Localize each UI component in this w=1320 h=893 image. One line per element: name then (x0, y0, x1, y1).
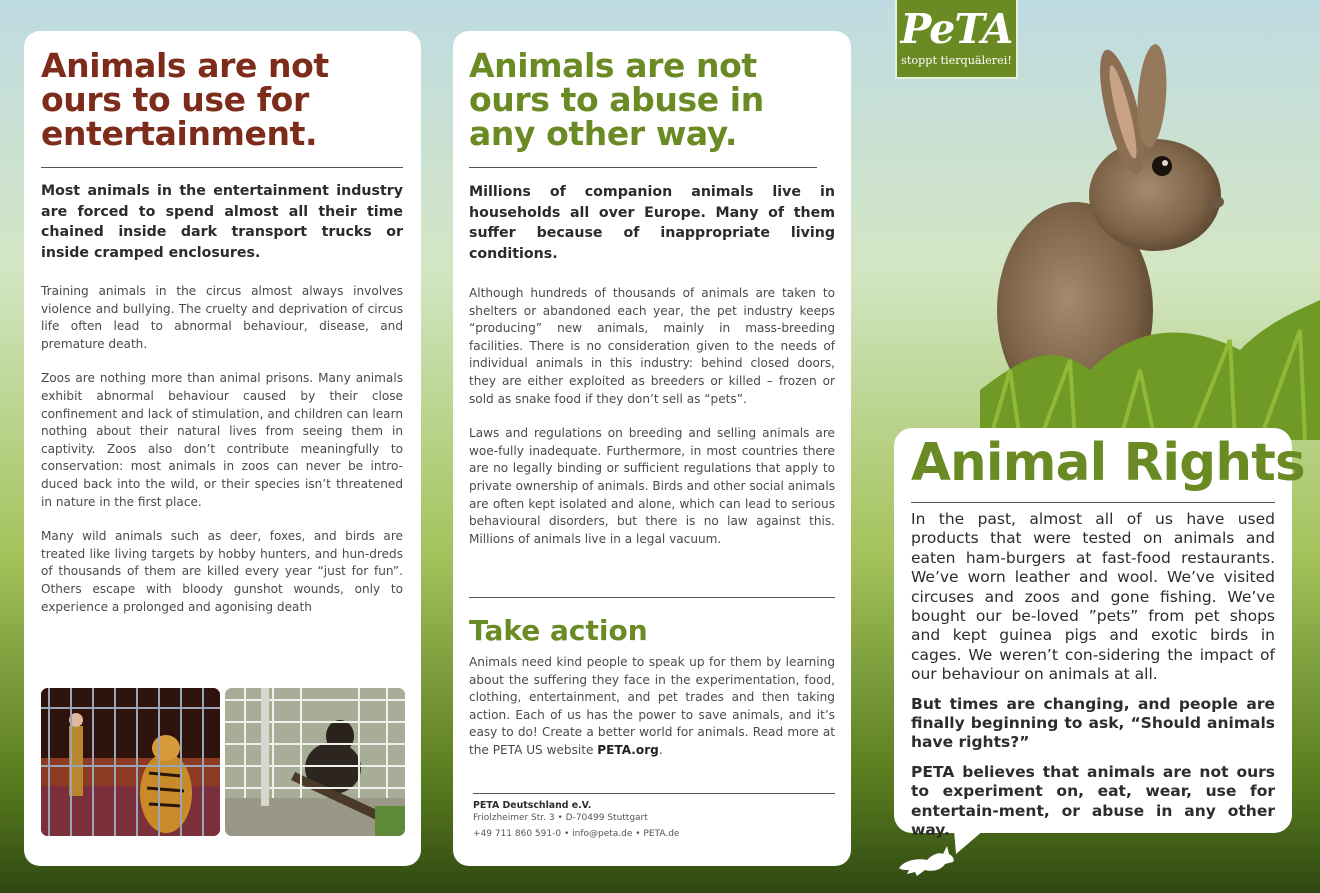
footer-address: Friolzheimer Str. 3 • D-70499 Stuttgart (473, 813, 648, 823)
animal-rights-box (894, 428, 1305, 840)
middle-panel (453, 31, 851, 866)
divider (469, 597, 835, 598)
logo-wordmark: PeTA (900, 5, 1013, 53)
take-action-section (469, 597, 835, 760)
circus-tiger-photo (41, 688, 220, 836)
middle-lede: Millions of companion animals live in households all over Europe. Many of them suffer because of inappropriate living conditions. (469, 184, 835, 262)
left-paragraph-zoos: Zoos are nothing more than animal prisons. Many animals exhibit abnormal behaviour caused by their close confinement and lack of stimulation, and children can learn nothing about their natural lives from seeing them in captivity. Zoos also don’t contribute meaningfully to conservation: most animals in zoos can never be intro-duced back into the wild, or their species isn’t threatened in nature in the first place. (41, 371, 403, 509)
rabbit-photo (980, 40, 1320, 440)
middle-paragraph-pets: Although hundreds of thousands of animals are taken to shelters or abandoned each year, the pet industry keeps “producing” new animals, mainly in mass-breeding facilities. There is no consideration given to the needs of individual animals in this industry: behind closed doors, they are either exploited as breeders or killed – frozen or sold as snake food if they don’t sell as “pets”. (469, 286, 835, 406)
left-paragraph-circus: Training animals in the circus almost always involves violence and bullying. The cruelty and deprivation of circus life often lead to abnormal behaviour, disease, and premature death. (41, 284, 403, 351)
divider (469, 167, 817, 168)
running-rabbit-icon (895, 844, 957, 878)
footer-org: PETA Deutschland e.V. (473, 800, 592, 811)
left-headline: Animals are not ours to use for entertainment. (41, 46, 329, 153)
photo-strip (41, 688, 405, 836)
logo-tagline: stoppt tierquälerei! (901, 54, 1012, 67)
take-action-body: Animals need kind people to speak up for them by learning about the suffering they face in the experimentation, food, clothing, entertainment, and pet trades and then taking action. Each of us has the power to save animals, and it’s easy to do! Create a better world for animals. Read more at the PETA US website (469, 655, 835, 757)
footer-contact: +49 711 860 591-0 • info@peta.de • PETA.de (473, 829, 680, 839)
animal-rights-statement: PETA believes that animals are not ours to experiment on, eat, wear, use for entertain-ment, or abuse in any other way. (911, 762, 1275, 840)
left-paragraph-hunting: Many wild animals such as deer, foxes, and birds are treated like living targets by hobby hunters, and hun-dreds of thousands of them are killed every year “just for fun”. Others escape with bloody gunshot wounds, only to experience a prolonged and agonising death (41, 529, 403, 614)
peta-logo (895, 0, 1018, 79)
divider (41, 167, 403, 168)
animal-rights-title: Animal Rights (911, 433, 1305, 493)
footer (473, 793, 835, 841)
peta-link[interactable]: PETA.org (597, 742, 659, 757)
animal-rights-body: In the past, almost all of us have used products that were tested on animals and eaten ham-burgers at fast-food restaurants. We’ve worn leather and wool. We’ve visited circuses and zoos and gone fishing. We’ve bought our be-loved ”pets” from pet shops and kept guinea pigs and exotic birds in cages. We weren’t con-sidering the impact of our behaviour on animals at all. (911, 510, 1275, 684)
animal-rights-question: But times are changing, and people are finally beginning to ask, “Should animals have rights?” (911, 694, 1275, 752)
divider (473, 793, 835, 794)
take-action-tail: . (658, 742, 663, 757)
left-panel (24, 31, 421, 866)
middle-paragraph-laws: Laws and regulations on breeding and selling animals are woe-fully inadequate. Furthermore, in most countries there are no legally binding or sufficient regulations that apply to private ownership of animals. Birds and other social animals are often kept isolated and alone, which can lead to serious behavioural disorders, but there is no law against this. Millions of animals live in a legal vacuum. (469, 426, 835, 546)
middle-headline: Animals are not ours to abuse in any other way. (469, 46, 764, 153)
left-lede: Most animals in the entertainment industry are forced to spend almost all their time chained inside dark transport trucks or inside cramped enclosures. (41, 183, 403, 261)
zoo-chimpanzee-photo (225, 688, 405, 836)
take-action-text (469, 654, 835, 760)
take-action-title: Take action (469, 614, 648, 647)
divider (911, 502, 1275, 503)
